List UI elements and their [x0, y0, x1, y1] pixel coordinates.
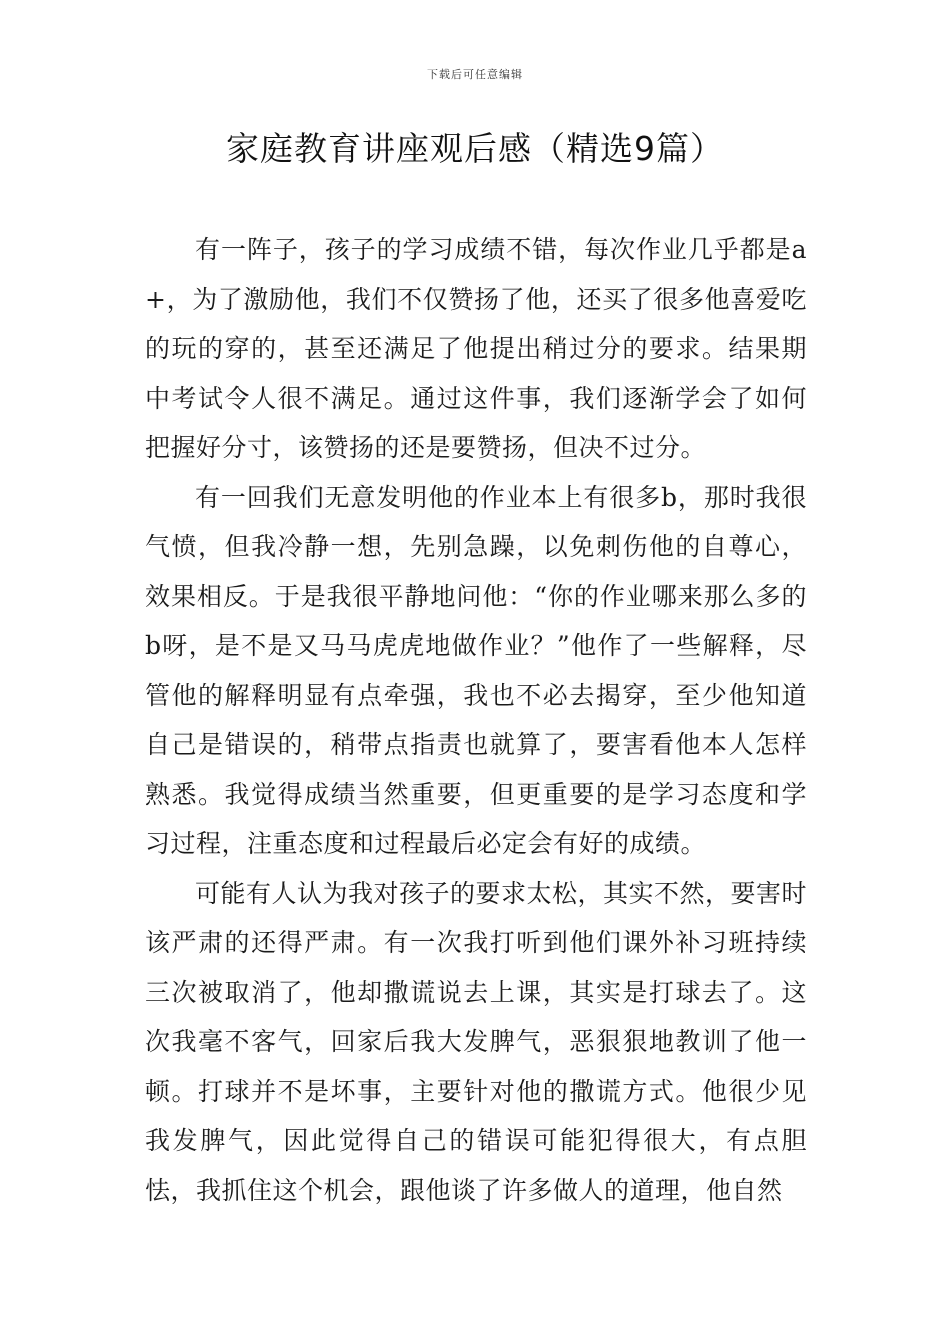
- paragraph-1: 有一阵子，孩子的学习成绩不错，每次作业几乎都是a+，为了激励他，我们不仅赞扬了他，还买了很多他喜爱吃的玩的穿的，甚至还满足了他提出稍过分的要求。结果期中考试令人很不满足。通过这件事，我们逐渐学会了如何把握好分寸，该赞扬的还是要赞扬，但决不过分。: [145, 235, 807, 462]
- document-title: 家庭教育讲座观后感（精选9篇）: [226, 129, 724, 168]
- header-note: 下载后可任意编辑: [427, 68, 523, 81]
- paragraph-2: 有一回我们无意发明他的作业本上有很多b，那时我很气愤，但我冷静一想，先别急躁，以免刺伤他的自尊心，效果相反。于是我很平静地问他：“你的作业哪来那么多的b呀，是不是又马马虎虎地做作业？”他作了一些解释，尽管他的解释明显有点牵强，我也不必去揭穿，至少他知道自己是错误的，稍带点指责也就算了，要害看他本人怎样熟悉。我觉得成绩当然重要，但更重要的是学习态度和学习过程，注重态度和过程最后必定会有好的成绩。: [145, 482, 807, 858]
- document-body: [145, 225, 807, 1215]
- paragraph-3: 可能有人认为我对孩子的要求太松，其实不然，要害时该严肃的还得严肃。有一次我打听到他们课外补习班持续三次被取消了，他却撒谎说去上课，其实是打球去了。这次我毫不客气，回家后我大发脾气，恶狠狠地教训了他一顿。打球并不是坏事，主要针对他的撒谎方式。他很少见我发脾气，因此觉得自己的错误可能犯得很大，有点胆怯，我抓住这个机会，跟他谈了许多做人的道理，他自然: [145, 878, 808, 1205]
